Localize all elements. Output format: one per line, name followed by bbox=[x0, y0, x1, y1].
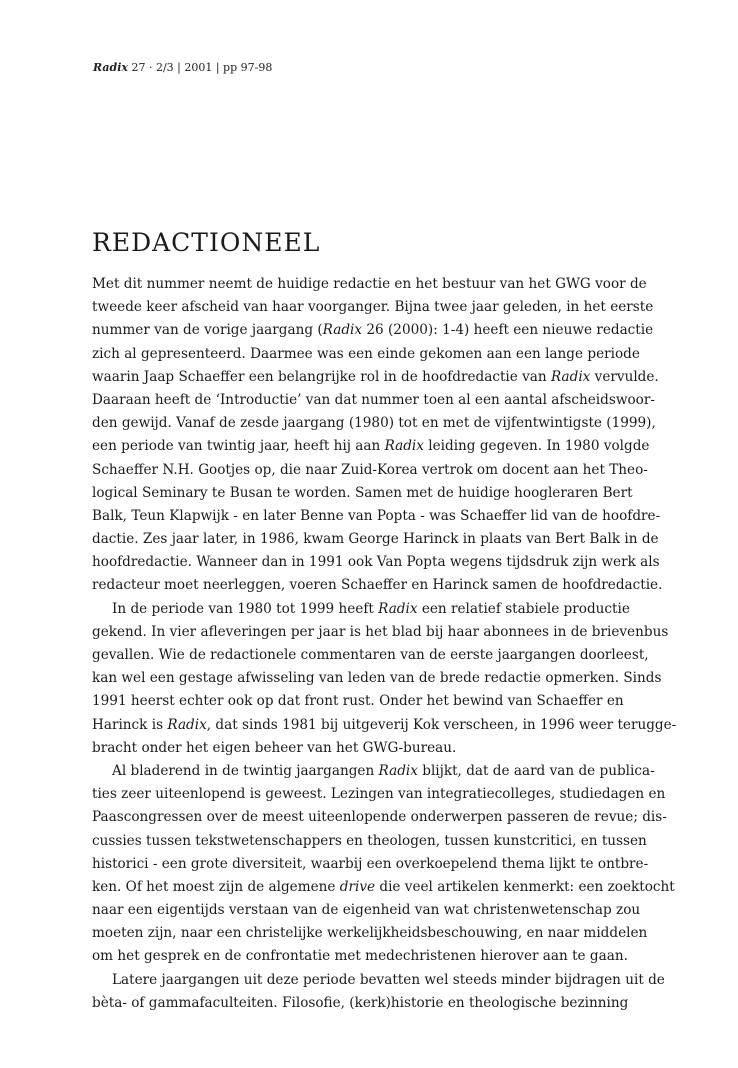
text-line: ken. Of het moest zijn de algemene drive die veel artikelen kenmerkt: een zoektocht bbox=[92, 878, 675, 895]
text-line: Schaeffer N.H. Gootjes op, die naar Zuid-Korea vertrok om docent aan het Theo- bbox=[92, 461, 648, 478]
text-line: den gewijd. Vanaf de zesde jaargang (1980) tot en met de vijfentwintigste (1999), bbox=[92, 415, 656, 432]
text-line: Harinck is Radix, dat sinds 1981 bij uitgeverij Kok verscheen, in 1996 weer terugge- bbox=[92, 716, 677, 733]
text-line: zich al gepresenteerd. Daarmee was een einde gekomen aan een lange periode bbox=[92, 345, 640, 362]
text-line: Latere jaargangen uit deze periode bevatten wel steeds minder bijdragen uit de bbox=[112, 971, 665, 988]
text-line: ties zeer uiteenlopend is geweest. Lezingen van integratiecolleges, studiedagen en bbox=[92, 786, 666, 803]
text-line: om het gesprek en de confrontatie met medechristenen hierover aan te gaan. bbox=[92, 948, 628, 965]
text-line: Paascongressen over de meest uiteenlopende onderwerpen passeren de revue; dis- bbox=[92, 809, 667, 826]
text-line: moeten zijn, naar een christelijke werkelijkheidsbeschouwing, en naar middelen bbox=[92, 925, 648, 942]
text-line: historici - een grote diversiteit, waarbij een overkoepelend thema lijkt te ontbre- bbox=[92, 855, 649, 872]
text-line: redacteur moet neerleggen, voeren Schaeffer en Harinck samen de hoofdredactie. bbox=[92, 577, 663, 594]
text-line: naar een eigentijds verstaan van de eigenheid van wat christenwetenschap zou bbox=[92, 902, 641, 919]
text-line: gevallen. Wie de redactionele commentaren van de eerste jaargangen doorleest, bbox=[92, 647, 649, 663]
text-line: waarin Jaap Schaeffer een belangrijke rol in de hoofdredactie van Radix vervulde. bbox=[92, 368, 659, 385]
text-line: nummer van de vorige jaargang (Radix 26 (2000): 1-4) heeft een nieuwe redactie bbox=[92, 322, 654, 339]
journal-name: Radix bbox=[93, 61, 128, 74]
article-body bbox=[92, 273, 677, 1015]
text-line: kan wel een gestage afwisseling van leden van de brede redactie opmerken. Sinds bbox=[92, 670, 662, 687]
text-line: Al bladerend in de twintig jaargangen Radix blijkt, dat de aard van de publica- bbox=[112, 762, 655, 779]
text-line: bracht onder het eigen beheer van het GWG-bureau. bbox=[92, 739, 457, 756]
text-line: dactie. Zes jaar later, in 1986, kwam George Harinck in plaats van Bert Balk in de bbox=[92, 531, 659, 548]
text-line: Balk, Teun Klapwijk - en later Benne van Popta - was Schaeffer lid van de hoofdre- bbox=[92, 507, 661, 524]
text-line: cussies tussen tekstwetenschappers en theologen, tussen kunstcritici, en tussen bbox=[92, 832, 647, 849]
text-line: 1991 heerst echter ook op dat front rust. Onder het bewind van Schaeffer en bbox=[92, 693, 624, 710]
text-line: bèta- of gammafaculteiten. Filosofie, (kerk)historie en theologische bezinning bbox=[92, 994, 629, 1011]
text-line: Met dit nummer neemt de huidige redactie en het bestuur van het GWG voor de bbox=[92, 276, 647, 292]
text-line: hoofdredactie. Wanneer dan in 1991 ook Van Popta wegens tijdsdruk zijn werk als bbox=[92, 554, 660, 571]
article-title: REDACTIONEEL bbox=[92, 228, 321, 257]
text-line: een periode van twintig jaar, heeft hij aan Radix leiding gegeven. In 1980 volgde bbox=[92, 438, 650, 455]
running-header bbox=[93, 61, 272, 74]
text-line: tweede keer afscheid van haar voorganger. Bijna twee jaar geleden, in het eerste bbox=[92, 299, 654, 316]
issue-info: 27 · 2/3 | 2001 | pp 97-98 bbox=[131, 61, 273, 74]
text-line: In de periode van 1980 tot 1999 heeft Radix een relatief stabiele productie bbox=[112, 600, 630, 617]
text-line: logical Seminary te Busan te worden. Samen met de huidige hoogleraren Bert bbox=[92, 484, 633, 501]
text-line: gekend. In vier afleveringen per jaar is het blad bij haar abonnees in de brievenbus bbox=[92, 623, 669, 640]
text-line: Daaraan heeft de ‘Introductie’ van dat nummer toen al een aantal afscheidswoor- bbox=[92, 391, 655, 408]
